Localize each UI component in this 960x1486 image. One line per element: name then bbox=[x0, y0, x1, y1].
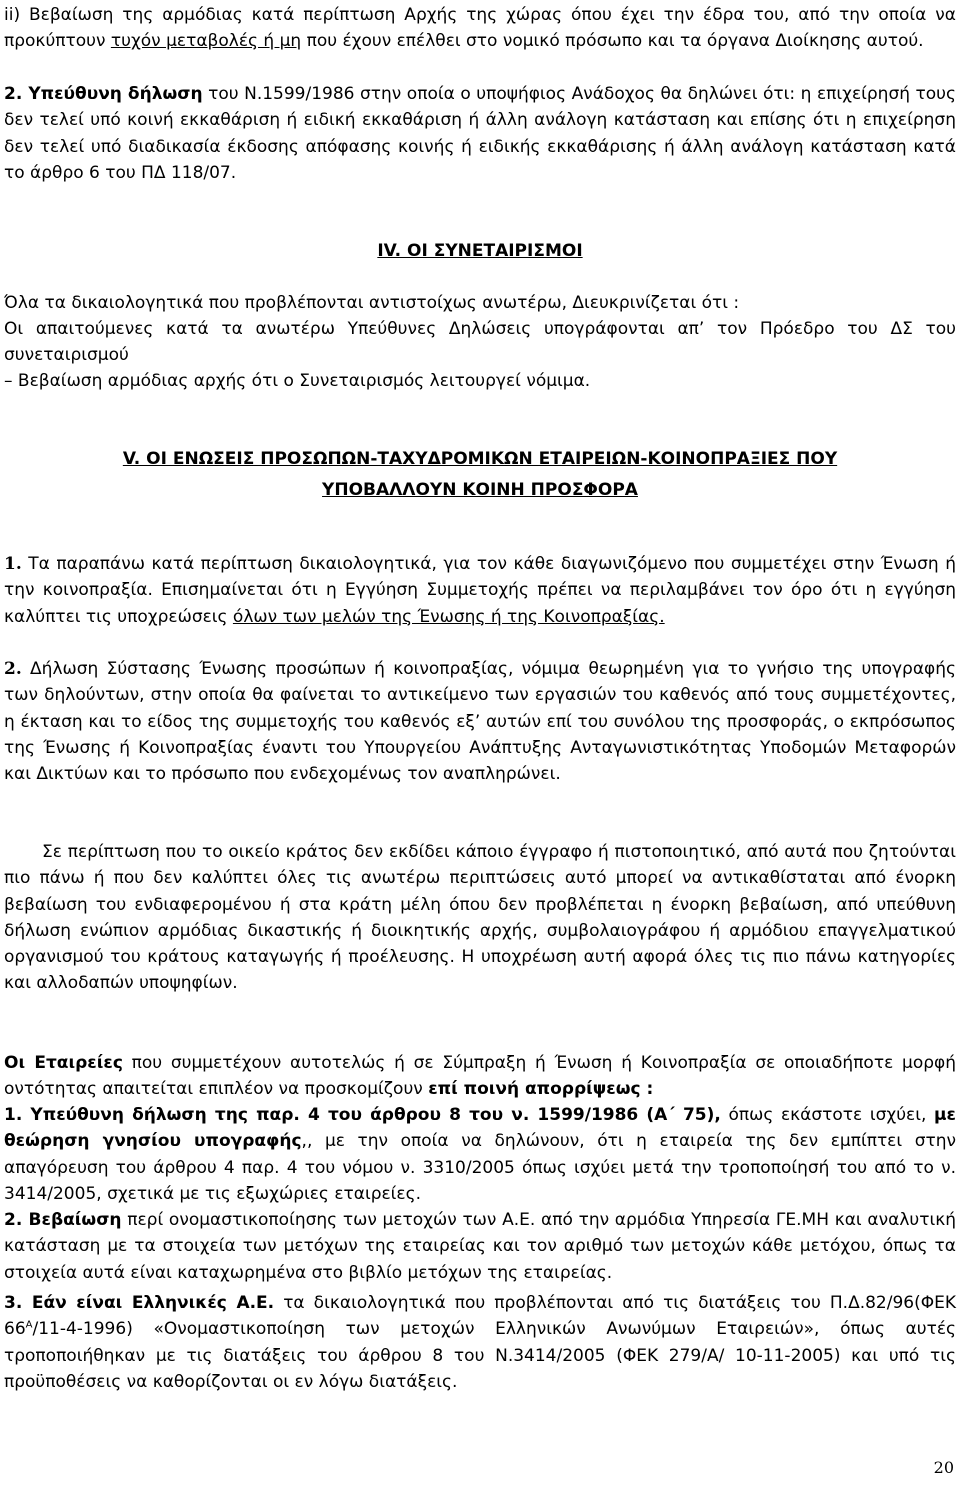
page-number: 20 bbox=[933, 1458, 954, 1477]
text: ,, με την οποία να δηλώνουν, ότι η εταιρεία της δεν εμπίπτει στην απαγόρευση του άρθρου 4 παρ. 4 του νόμου ν. 3310/2005 όπως ισχύει μετά την τροποποίησή του από το ν. 3414/2005, σχετικά με τις εξωχώριες εταιρείες. bbox=[4, 1131, 956, 1204]
companies-item-2 bbox=[4, 1207, 956, 1286]
text: Τα παραπάνω κατά περίπτωση δικαιολογητικά, για τον κάθε διαγωνιζόμενο που συμμετέχει στην Ένωση ή την κοινοπραξία. Επισημαίνεται ότι η Εγγύηση Συμμετοχής πρέπει να περιλαμβάνει τον όρο ότι η εγγύηση καλύπτει τις υποχρεώσεις bbox=[4, 554, 956, 627]
section-v-heading-2: ΥΠΟΒΑΛΛΟΥΝ ΚΟΙΝΗ ΠΡΟΣΦΟΡΑ bbox=[322, 480, 638, 500]
item-number: 1. bbox=[4, 554, 22, 574]
section-v-item-2 bbox=[4, 656, 956, 787]
companies-item-3 bbox=[4, 1290, 956, 1395]
section-iv-line-3: – Βεβαίωση αρμόδιας αρχής ότι ο Συνεταιρισμός λειτουργεί νόμιμα. bbox=[4, 371, 591, 391]
item-number: 2. bbox=[4, 84, 29, 104]
text: τα δικαιολογητικά που προβλέπονται από τις διατάξεις του Π.Δ.82/96(ΦΕΚ 66 bbox=[4, 1293, 957, 1340]
bold-text: 2. Βεβαίωση bbox=[4, 1210, 122, 1230]
bold-text: επί ποινή απορρίψεως : bbox=[428, 1079, 654, 1100]
text: /11-4-1996) «Ονομαστικοποίηση των μετοχών Ελληνικών Ανωνύμων Εταιρειών», όπως αυτές τροποποιήθηκαν με τις διατάξεις του άρθρου 8 του Ν.3414/2005 (ΦΕΚ 279/Α/ 10-11-2005) και υπό τις προϋποθέσεις να καθορίζονται οι εν λόγω διατάξεις. bbox=[4, 1319, 956, 1392]
bold-text: Οι Εταιρείες bbox=[4, 1053, 123, 1073]
text: ii) Βεβαίωση της αρμόδιας κατά περίπτωση Αρχής της χώρας όπου έχει την έδρα του, από την οποία να προκύπτουν bbox=[4, 5, 956, 52]
text: περί ονομαστικοποίησης των μετοχών των Α.Ε. από την αρμόδια Υπηρεσία ΓΕ.ΜΗ και αναλυτική κατάσταση με τα στοιχεία των μετόχων της εταιρείας και τον αριθμό των μετοχών κάθε μετόχου, όπως τα στοιχεία αυτά είναι καταχωρημένα στο βιβλίο μετόχων της εταιρείας. bbox=[4, 1210, 956, 1283]
paragraph-responsible-declaration bbox=[4, 81, 956, 186]
bold-text: 3. Εάν είναι Ελληνικές Α.Ε. bbox=[4, 1293, 275, 1313]
text: που συμμετέχουν αυτοτελώς ή σε Σύμπραξη ή Ένωση ή Κοινοπραξία σε οποιαδήποτε μορφή οντότητας απαιτείται επιπλέον να προσκομίζουν bbox=[4, 1053, 956, 1100]
superscript: Α bbox=[25, 1319, 33, 1331]
section-v-heading-1: V. ΟΙ ΕΝΩΣΕΙΣ ΠΡΟΣΩΠΩΝ-ΤΑΧΥΔΡΟΜΙΚΩΝ ΕΤΑΙΡΕΙΩΝ-ΚΟΙΝΟΠΡΑΞΙΕΣ ΠΟΥ bbox=[122, 449, 838, 469]
text: του Ν.1599/1986 στην οποία ο υποψήφιος Ανάδοχος θα δηλώνει ότι: η επιχείρησή τους δεν τελεί υπό κοινή εκκαθάριση ή ειδική εκκαθάριση ή άλλη ανάλογη κατάσταση και επίσης ότι η επιχείρηση δεν τελεί υπό διαδικασία έκδοσης απόφασης κοινής ή ειδικής εκκαθάρισης ή άλλη ανάλογη κατάσταση κατά το άρθρο 6 του ΠΔ 118/07. bbox=[4, 84, 956, 183]
section-iv-line-2: Οι απαιτούμενες κατά τα ανωτέρω Υπεύθυνες Δηλώσεις υπογράφονται απ’ τον Πρόεδρο του ΔΣ του συνεταιρισμού bbox=[4, 319, 956, 366]
underlined-text: όλων των μελών της Ένωσης ή της Κοινοπραξίας. bbox=[232, 606, 665, 627]
bold-text: 1. Υπεύθυνη δήλωση της παρ. 4 του άρθρου 8 του ν. 1599/1986 (Α΄ 75), bbox=[4, 1105, 721, 1125]
item-number: 2. bbox=[4, 659, 22, 679]
companies-intro bbox=[4, 1050, 956, 1103]
section-iv-line-1: Όλα τα δικαιολογητικά που προβλέπονται αντιστοίχως ανωτέρω, Διευκρινίζεται ότι : bbox=[4, 293, 740, 313]
paragraph-foreign-documents: Σε περίπτωση που το οικείο κράτος δεν εκδίδει κάποιο έγγραφο ή πιστοποιητικό, από αυτά που ζητούνται πιο πάνω ή που δεν καλύπτει όλες τις ανωτέρω περιπτώσεις αυτό μπορεί να αντικαθίσταται από ένορκη βεβαίωση του ενδιαφερομένου ή στα κράτη μέλη όπου δεν προβλέπεται η ένορκη βεβαίωση, από υπεύθυνη δήλωση ενώπιον αρμόδιας δικαστικής ή διοικητικής αρχής, συμβολαιογράφου ή αρμόδιου επαγγελματικού οργανισμού του κράτους καταγωγής ή προέλευσης. Η υποχρέωση αυτή αφορά όλες τις πιο πάνω κατηγορίες και αλλοδαπών υποψηφίων. bbox=[4, 842, 956, 994]
bold-text: με θεώρηση γνησίου υπογραφής bbox=[4, 1105, 956, 1152]
section-v-item-1 bbox=[4, 551, 956, 630]
text: Δήλωση Σύστασης Ένωσης προσώπων ή κοινοπραξίας, νόμιμα θεωρημένη για το γνήσιο της υπογραφής των δηλούντων, στην οποία θα φαίνεται το αντικείμενο των εργασιών του καθενός από τους συμμετέχοντες, η έκταση και το είδος της συμμετοχής του καθενός εξ’ αυτών επί του συνόλου της προσφοράς, ο εκπρόσωπος της Ένωσης ή Κοινοπραξίας έναντι του Υπουργείου Ανάπτυξης Ανταγωνιστικότητας Υποδομών Μεταφορών και Δικτύων και το πρόσωπο που ενδεχομένως τον αναπληρώνει. bbox=[4, 659, 956, 785]
section-iv-heading: IV. ΟΙ ΣΥΝΕΤΑΙΡΙΣΜΟΙ bbox=[377, 241, 583, 261]
text: που έχουν επέλθει στο νομικό πρόσωπο και τα όργανα Διοίκησης αυτού. bbox=[301, 31, 924, 52]
paragraph-ii bbox=[4, 2, 956, 55]
underlined-text: τυχόν μεταβολές ή μη bbox=[110, 31, 302, 52]
text: όπως εκάστοτε ισχύει, bbox=[720, 1105, 935, 1125]
companies-item-1 bbox=[4, 1102, 956, 1207]
bold-text: Υπεύθυνη δήλωση bbox=[28, 84, 203, 104]
